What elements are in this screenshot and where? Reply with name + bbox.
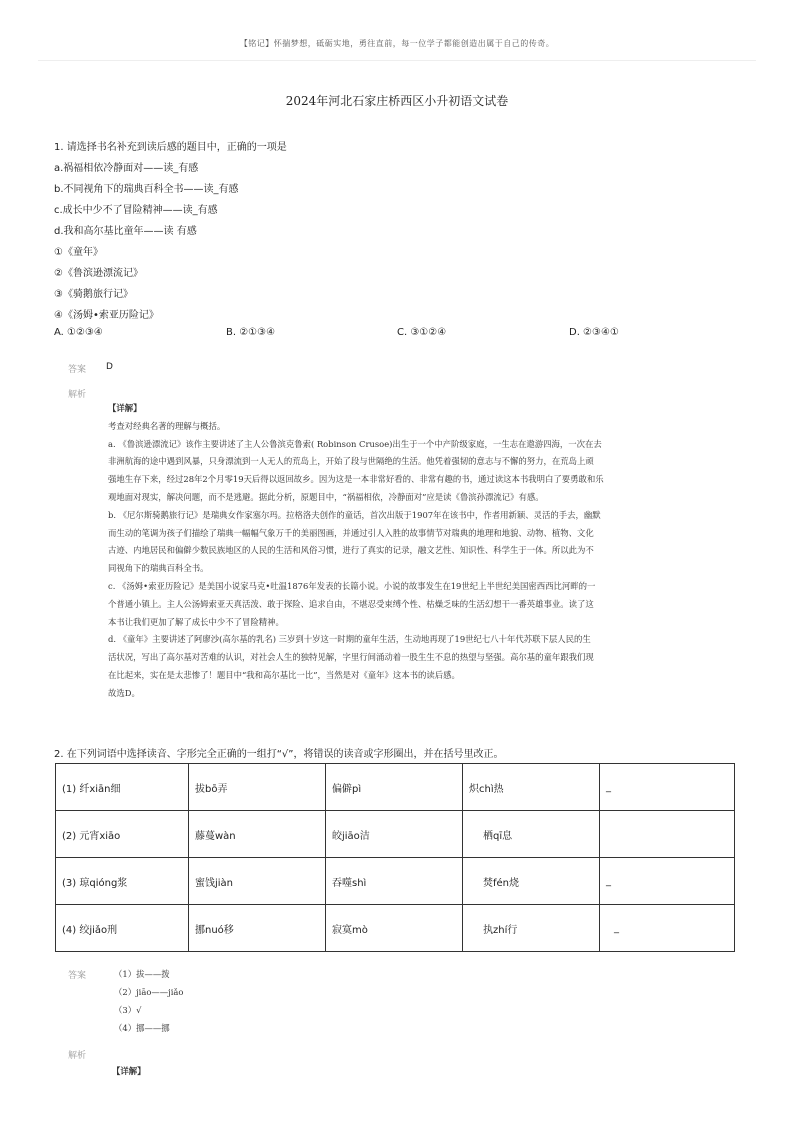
q1-option-a: A. ①②③④ <box>54 327 103 338</box>
answer-blank-cell[interactable]: _ <box>600 764 735 811</box>
table-row <box>56 764 735 811</box>
q1-line-a: a.祸福相依冷静面对——读_有感 <box>54 163 199 174</box>
explanation-line: d. 《童年》主要讲述了阿廖沙(高尔基的乳名) 三岁到十岁这一时期的童年生活，生动地再现了19世纪七八十年代苏联下层人民的生 <box>108 634 591 645</box>
q1-line-c: c.成长中少不了冒险精神——读_有感 <box>54 205 218 216</box>
table-cell: 挪nuó移 <box>189 905 326 952</box>
explanation-line: 个普通小镇上。主人公汤姆索亚天真活泼、敢于探险、追求自由，不堪忍受束缚个性、枯燥乏味的生活幻想干一番英雄事业。读了这 <box>108 598 594 609</box>
table-cell: 吞噬shì <box>326 858 463 905</box>
explanation-line: 而生动的笔调为孩子们描绘了瑞典一幅幅气象万千的美丽图画，并通过引人入胜的故事情节对瑞典的地理和地貌、动物、植物、文化 <box>108 527 594 538</box>
explanation-line: 本书让我们更加了解了成长中少不了冒险精神。 <box>108 616 284 627</box>
explanation-line: 强地生存下来，经过28年2个月零19天后得以返回故乡。因为这是一本非常好看的、非常有趣的书，通过读这本书我明白了要勇敢和乐 <box>108 474 604 485</box>
table-cell: 炽chì热 <box>463 764 600 811</box>
table-cell: 执zhí行 <box>463 905 600 952</box>
table-cell: (1) 纤xiān细 <box>56 764 189 811</box>
explanation-line: 考查对经典名著的理解与概括。 <box>108 420 226 431</box>
q2-answer-3: （3）√ <box>114 1005 142 1015</box>
explanation-line: 同视角下的瑞典百科全书。 <box>108 563 209 574</box>
table-cell: 拔bō弄 <box>189 764 326 811</box>
table-cell: 皎jiāo洁 <box>326 811 463 858</box>
q2-detail-tag: 【详解】 <box>112 1066 146 1076</box>
q1-option-c: C. ③①②④ <box>397 327 447 338</box>
q1-option-d: D. ②③④① <box>569 327 619 338</box>
q1-book-1: ①《童年》 <box>54 247 103 258</box>
q1-option-b: B. ②①③④ <box>226 327 276 338</box>
q2-answer-1: （1）拔——拨 <box>114 969 170 979</box>
q1-analysis-label: 解析 <box>68 390 87 400</box>
table-cell: (4) 绞jiǎo刑 <box>56 905 189 952</box>
answer-blank-cell[interactable] <box>600 811 735 858</box>
answer-blank-cell[interactable]: _ <box>600 858 735 905</box>
header-divider <box>38 60 756 61</box>
explanation-line: 在比起来，实在是太悲惨了！题目中“我和高尔基比一比”，当然是对《童年》这本书的读后感。 <box>108 669 460 680</box>
explanation-line: 非洲航海的途中遇到风暴，只身漂流到一人无人的荒岛上，开始了段与世隔绝的生活。他凭着强韧的意志与不懈的努力，在荒岛上顽 <box>108 456 594 467</box>
explanation-line: b. 《尼尔斯骑鹅旅行记》是瑞典女作家塞尔玛。拉格洛夫创作的童话，首次出版于1907年在该书中，作者用新颖、灵活的手去，幽默 <box>108 509 601 520</box>
table-cell: 偏僻pì <box>326 764 463 811</box>
explanation-line: 观地面对现实，解决问题，而不是逃避。据此分析，原题目中，“祸福相依，冷静面对”应是读《鲁滨孙漂流记》有感。 <box>108 491 544 502</box>
q1-explanation <box>108 400 723 703</box>
explanation-line: 古迹、内地居民和偏僻少数民族地区的人民的生活和风俗习惯，进行了真实的记录，融文艺性、知识性、科学生于一体。所以此为不 <box>108 545 594 556</box>
table-cell: 寂寞mò <box>326 905 463 952</box>
table-cell: (3) 琼qióng浆 <box>56 858 189 905</box>
table-row <box>56 905 735 952</box>
answer-blank-cell[interactable]: _ <box>600 905 735 952</box>
table-cell: 栖qī息 <box>463 811 600 858</box>
q1-book-4: ④《汤姆•索亚历险记》 <box>54 310 159 321</box>
q1-book-3: ③《骑鹅旅行记》 <box>54 289 133 300</box>
q2-answer-label: 答案 <box>68 971 87 981</box>
q2-stem: 2. 在下列词语中选择读音、字形完全正确的一组打“√”，将错误的读音或字形圈出，并在括号里改正。 <box>54 749 504 760</box>
explanation-line: 活状况，写出了高尔基对苦难的认识，对社会人生的独特见解，字里行间涌动着一股生生不息的热望与坚强。高尔基的童年跟我们现 <box>108 652 594 663</box>
q1-book-2: ②《鲁滨逊漂流记》 <box>54 268 143 279</box>
table-row <box>56 811 735 858</box>
explanation-line: c. 《汤姆•索亚历险记》是美国小说家马克•吐温1876年发表的长篇小说。小说的故事发生在19世纪上半世纪美国密西西比河畔的一 <box>108 580 596 591</box>
q1-answer: D <box>106 362 113 372</box>
q1-line-d: d.我和高尔基比童年——读 有感 <box>54 226 197 237</box>
explanation-line: 故选D。 <box>108 687 140 698</box>
document-title: 2024年河北石家庄桥西区小升初语文试卷 <box>285 94 509 108</box>
header-motto: 【铭记】怀揣梦想，砥砺实地，勇往直前，每一位学子都能创造出属于自己的传奇。 <box>239 39 555 48</box>
q2-answer-4: （4）挪——挪 <box>114 1023 170 1033</box>
q2-answer-2: （2）jiāo——jiǎo <box>114 987 184 997</box>
q1-stem: 1. 请选择书名补充到读后感的题目中，正确的一项是 <box>54 142 287 153</box>
q1-answer-label: 答案 <box>68 365 87 375</box>
q1-detail-tag: 【详解】 <box>108 403 142 413</box>
explanation-line: a. 《鲁滨逊漂流记》该作主要讲述了主人公鲁滨克鲁索( Robinson Crusoe)出生于一个中产阶级家庭，一生志在遨游四海，一次在去 <box>108 438 602 449</box>
table-cell: 藤蔓wàn <box>189 811 326 858</box>
word-table <box>55 763 735 952</box>
table-cell: 焚fén烧 <box>463 858 600 905</box>
q1-line-b: b.不同视角下的瑞典百科全书——读_有感 <box>54 184 239 195</box>
table-cell: (2) 元宵xiāo <box>56 811 189 858</box>
table-cell: 蜜饯jiàn <box>189 858 326 905</box>
q2-analysis-label: 解析 <box>68 1051 87 1061</box>
table-row <box>56 858 735 905</box>
